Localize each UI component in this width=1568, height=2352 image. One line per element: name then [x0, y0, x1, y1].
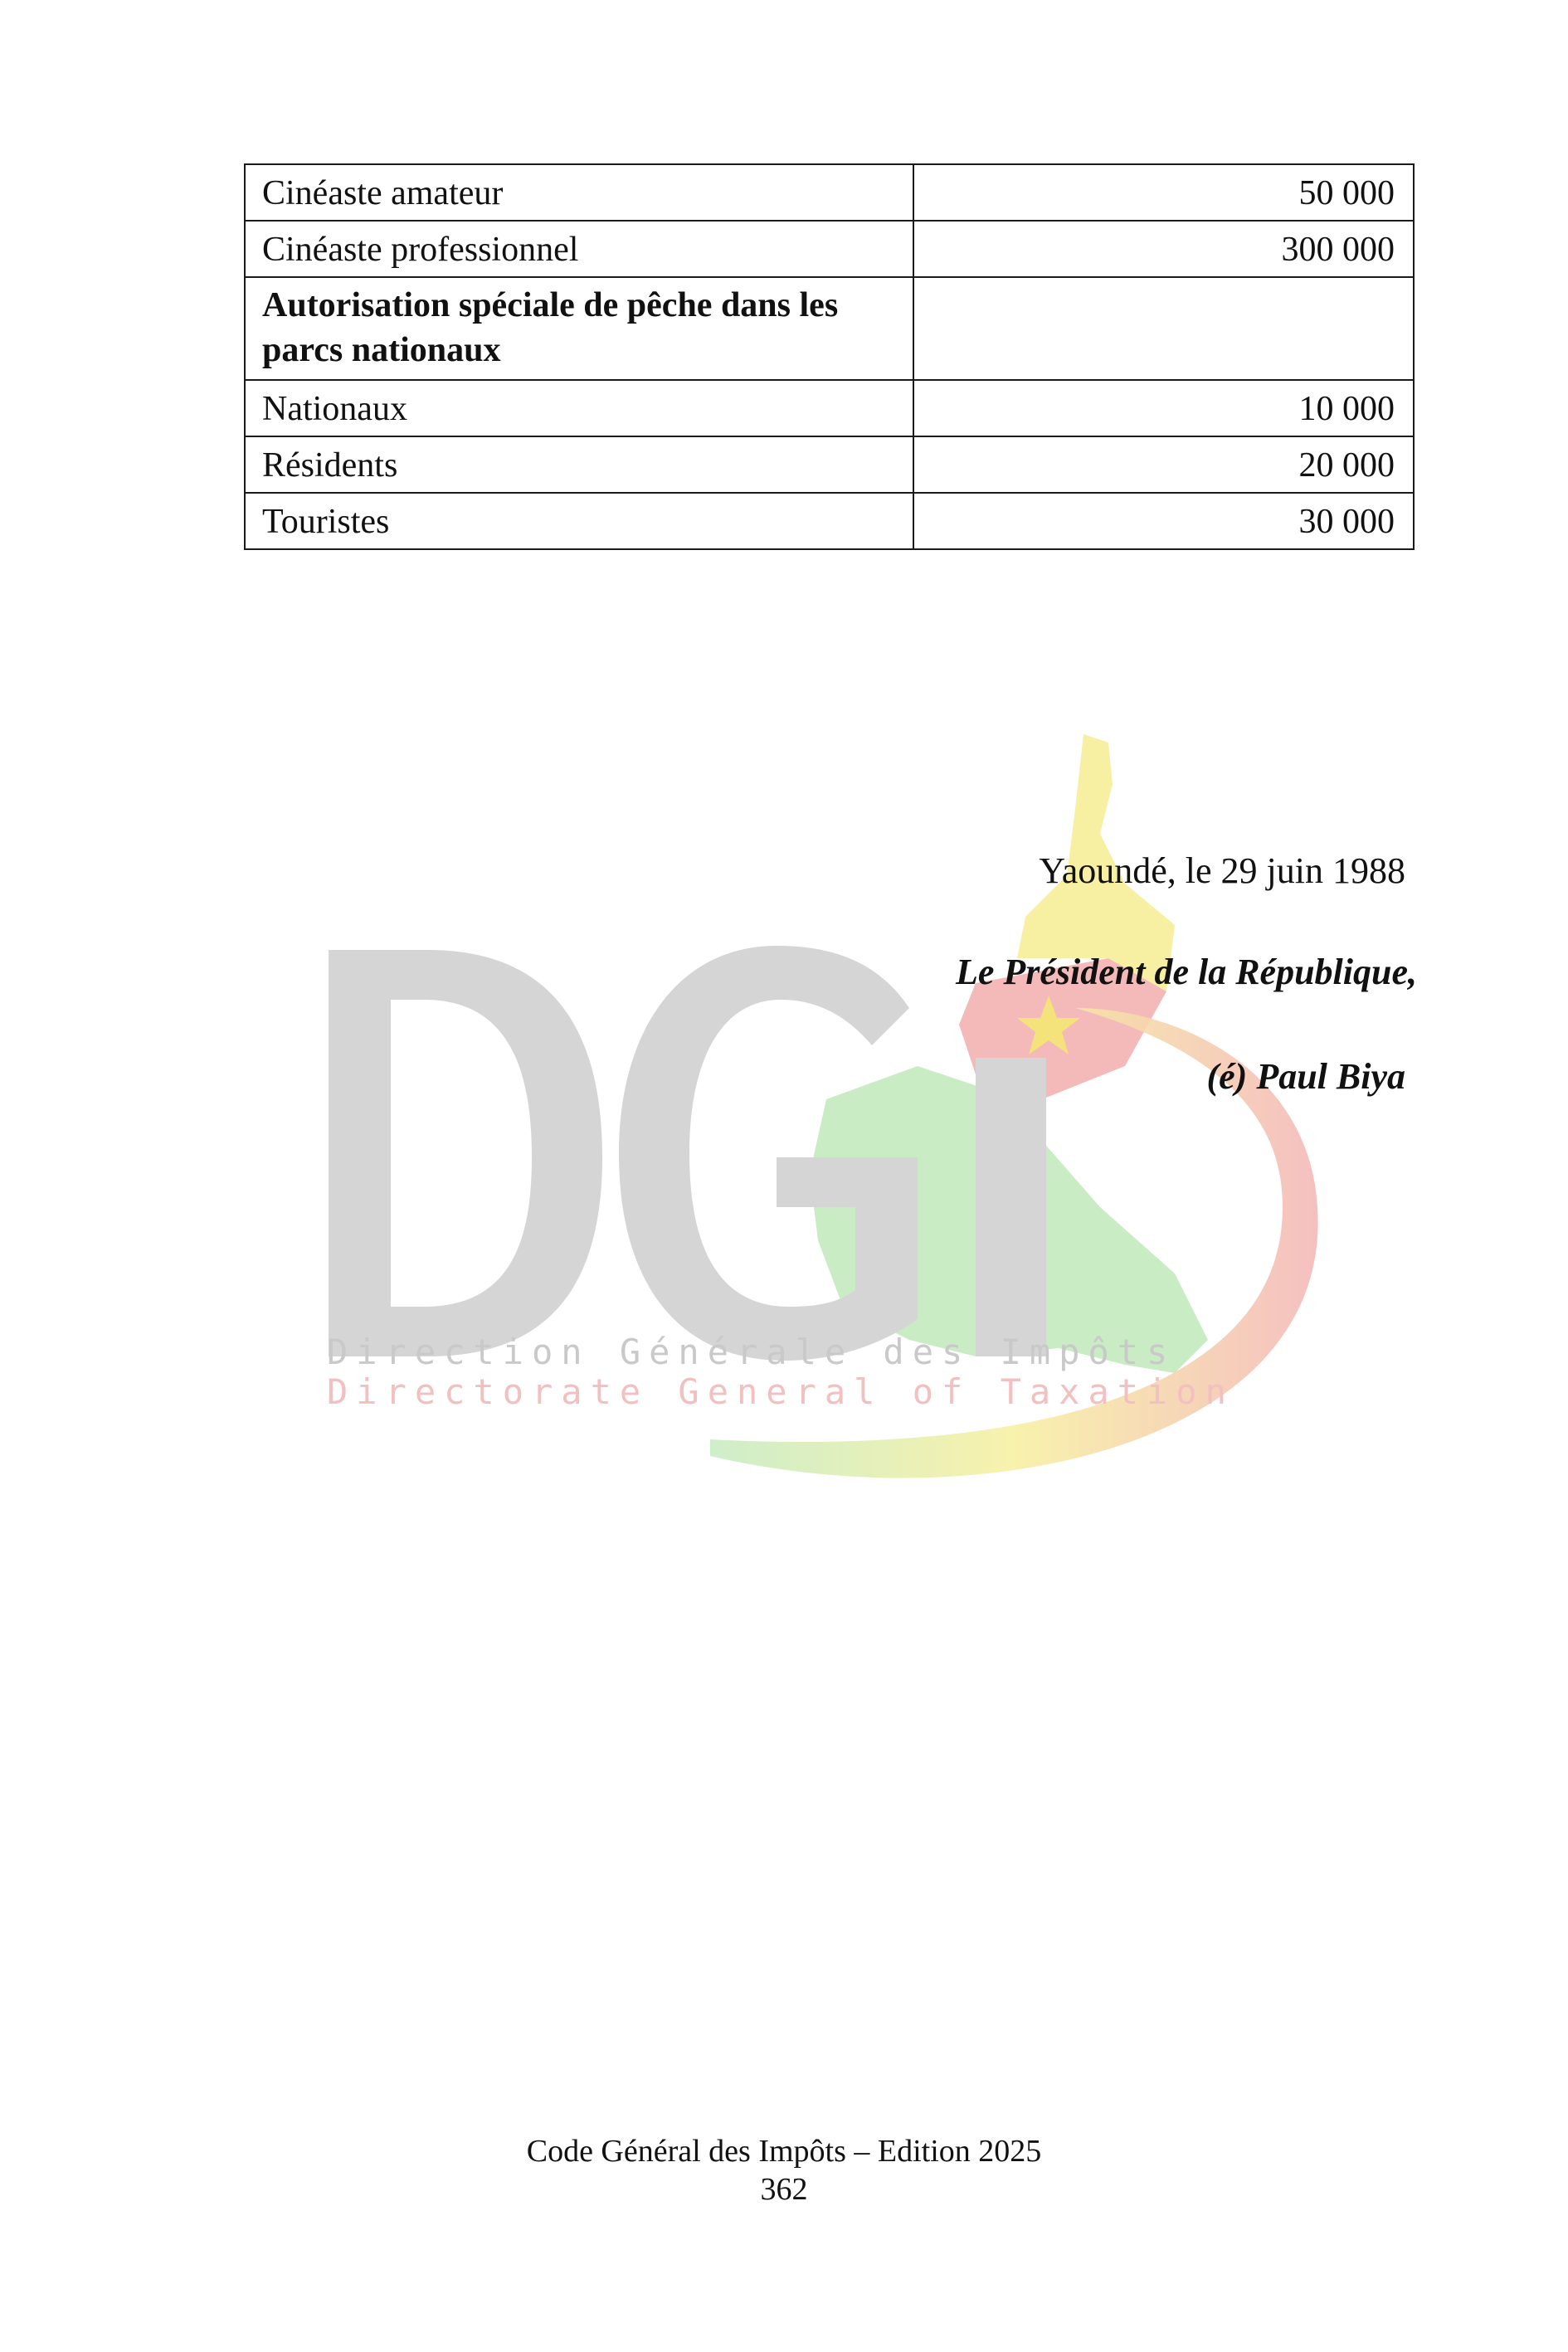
row-label: Touristes	[245, 493, 913, 549]
table-row	[245, 221, 1414, 277]
table-row	[245, 380, 1414, 436]
row-label: Nationaux	[245, 380, 913, 436]
row-label: Cinéaste amateur	[245, 164, 913, 221]
row-amount: 50 000	[913, 164, 1414, 221]
table-row	[245, 164, 1414, 221]
page-number: 362	[760, 2172, 808, 2207]
row-amount: 30 000	[913, 493, 1414, 549]
row-amount: 20 000	[913, 436, 1414, 493]
signatory-name: (é) Paul Biya	[1206, 1056, 1405, 1097]
table-row	[245, 436, 1414, 493]
signatory-title: Le Président de la République,	[955, 952, 1417, 992]
page-footer	[0, 2132, 1568, 2208]
watermark-text-en: Directorate General of Taxation	[327, 1371, 1234, 1412]
fee-table	[244, 163, 1415, 550]
row-amount	[913, 277, 1414, 380]
dgi-watermark-logo	[246, 709, 1415, 1547]
signature-block	[944, 846, 1417, 1102]
row-label: Résidents	[245, 436, 913, 493]
letter-d-shape	[329, 950, 602, 1356]
letter-i-shape	[976, 1058, 1046, 1356]
dgi-logo-graphic	[246, 709, 1415, 1547]
row-amount: 10 000	[913, 380, 1414, 436]
place-date: Yaoundé, le 29 juin 1988	[1039, 850, 1405, 891]
section-heading: Autorisation spéciale de pêche dans les parcs nationaux	[245, 277, 913, 380]
row-label: Cinéaste professionnel	[245, 221, 913, 277]
table-section-row	[245, 277, 1414, 380]
row-amount: 300 000	[913, 221, 1414, 277]
watermark-text-fr: Direction Générale des Impôts	[327, 1332, 1176, 1372]
footer-edition: Code Général des Impôts – Edition 2025	[526, 2134, 1042, 2169]
table-row	[245, 493, 1414, 549]
